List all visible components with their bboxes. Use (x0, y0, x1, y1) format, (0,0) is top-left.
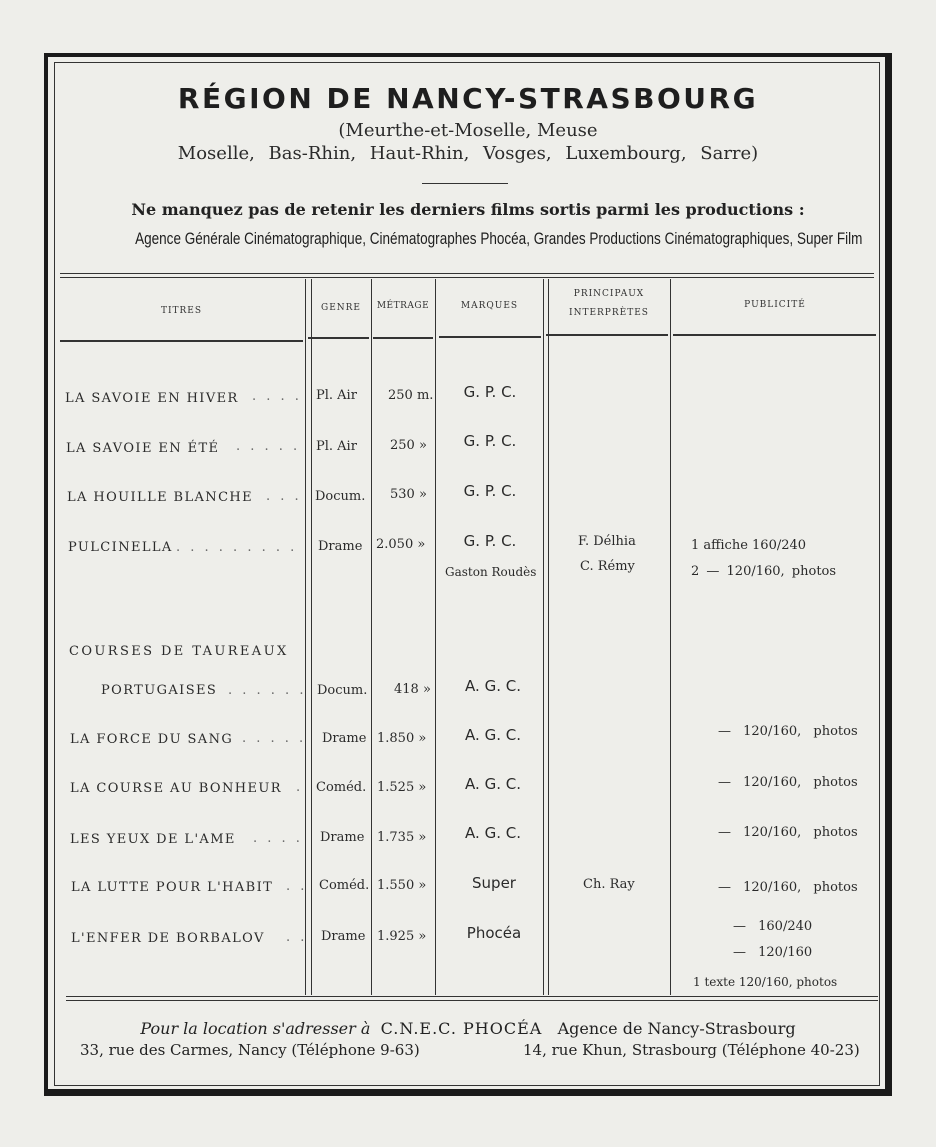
table-row-title-line-1: COURSES DE TAUREAUX (69, 644, 289, 659)
table-row-metrage: 1.735 » (377, 830, 427, 845)
header-metrage: MÉTRAGE (376, 301, 430, 311)
table-row-genre: Drame (322, 731, 367, 746)
table-row-title: LA FORCE DU SANG (70, 732, 234, 747)
footer-agency: Agence de Nancy-Strasbourg (557, 1019, 796, 1038)
notice-text: Ne manquez pas de retenir les derniers films sortis parmi les productions : (131, 200, 805, 219)
header-marques: MARQUES (460, 301, 519, 311)
table-row-genre: Docum. (315, 489, 366, 504)
table-row-title: LES YEUX DE L'AME (70, 832, 236, 847)
page-title: RÉGION DE NANCY-STRASBOURG (177, 82, 759, 115)
table-row-publicite: — 120/160, photos (718, 724, 858, 739)
table-row-metrage: 1.525 » (377, 780, 427, 795)
agencies-list: Agence Générale Cinématographique, Cinématographes Phocéa, Grandes Productions Cinématographiques, Super Film (135, 230, 863, 248)
table-row-metrage: 1.850 » (377, 731, 427, 746)
table-row-title: L'ENFER DE BORBALOV (71, 931, 265, 946)
header-genre: GENRE (321, 303, 361, 313)
table-row-metrage: 250 m. (388, 388, 434, 403)
header-bottom-rule (60, 340, 303, 342)
table-row-genre: Docum. (317, 683, 368, 698)
header-interpretes-1: PRINCIPAUX (573, 289, 645, 299)
table-row-title: PULCINELLA (68, 540, 173, 555)
table-row-metrage: 1.550 » (377, 878, 427, 893)
table-row-title: PORTUGAISES (101, 683, 218, 698)
table-row-genre: Pl. Air (316, 439, 357, 454)
table-row-marque: A. G. C. (465, 677, 521, 695)
table-row-publicite: — 120/160, photos (718, 880, 858, 895)
table-top-rule (60, 273, 874, 274)
footer-line-1 (0, 1019, 936, 1038)
table-row-genre: Drame (320, 830, 365, 845)
table-row-metrage: 418 » (394, 682, 431, 697)
table-row-marque: G. P. C. (463, 383, 517, 401)
table-row-title: LA SAVOIE EN HIVER (65, 391, 239, 406)
table-row-metrage: 530 » (390, 487, 427, 502)
table-row-genre: Drame (321, 929, 366, 944)
table-row-publicite: — 120/160, photos (718, 775, 858, 790)
table-row-publicite: 1 affiche 160/240 (691, 538, 807, 553)
table-row-genre: Coméd. (319, 878, 370, 893)
table-row-metrage: 2.050 » (376, 537, 426, 552)
table-row-interprete: C. Rémy (580, 559, 635, 574)
column-divider (548, 279, 549, 995)
footer-lead: Pour la location s'adresser à (140, 1019, 371, 1038)
title-divider (422, 183, 508, 184)
table-row-marque-secondary: Gaston Roudès (445, 565, 537, 579)
table-row-marque: A. G. C. (465, 726, 521, 744)
table-row-publicite: 1 texte 120/160, photos (693, 975, 838, 989)
table-row-marque: G. P. C. (463, 432, 517, 450)
table-row-genre: Drame (318, 539, 363, 554)
table-row-publicite: — 160/240 (733, 919, 813, 934)
table-row-marque: G. P. C. (463, 482, 517, 500)
footer-address-nancy: 33, rue des Carmes, Nancy (Téléphone 9-63) (80, 1041, 420, 1059)
table-row-marque: A. G. C. (465, 824, 521, 842)
column-divider (371, 279, 372, 995)
table-row-interprete: Ch. Ray (583, 877, 635, 892)
table-row-marque: Super (472, 874, 516, 892)
column-divider (670, 279, 671, 995)
header-interpretes-2: INTERPRÈTES (569, 308, 649, 318)
table-row-marque: A. G. C. (465, 775, 521, 793)
table-row-publicite: — 120/160, photos (718, 825, 858, 840)
table-top-rule-2 (60, 277, 874, 278)
table-row-title: LA COURSE AU BONHEUR (70, 781, 282, 796)
subtitle-line-2: Moselle, Bas-Rhin, Haut-Rhin, Vosges, Luxembourg, Sarre) (177, 143, 759, 164)
table-row-genre: Pl. Air (316, 388, 357, 403)
subtitle-line-1: (Meurthe-et-Moselle, Meuse (338, 120, 598, 141)
table-row-genre: Coméd. (316, 780, 367, 795)
column-divider (311, 279, 312, 995)
table-row-title: LA LUTTE POUR L'HABIT (71, 880, 274, 895)
table-row-title: LA SAVOIE EN ÉTÉ (66, 441, 220, 456)
footer-address-strasbourg: 14, rue Khun, Strasbourg (Téléphone 40-23) (523, 1041, 860, 1059)
column-divider (435, 279, 436, 995)
table-row-metrage: 1.925 » (377, 929, 427, 944)
table-row-publicite: — 120/160 (733, 945, 813, 960)
table-row-title: LA HOUILLE BLANCHE (67, 490, 254, 505)
table-row-interprete: F. Délhia (578, 534, 636, 549)
table-row-marque: G. P. C. (463, 532, 517, 550)
table-row-marque: Phocéa (466, 924, 522, 942)
header-titres: TITRES (160, 306, 203, 316)
table-row-publicite: 2 — 120/160, photos (691, 564, 837, 579)
table-bottom-rule (66, 996, 878, 997)
table-row-metrage: 250 » (390, 438, 427, 453)
header-publicite: PUBLICITÉ (744, 300, 806, 310)
table-bottom-rule-2 (66, 1000, 878, 1001)
footer-company: C.N.E.C. PHOCÉA (380, 1019, 543, 1038)
